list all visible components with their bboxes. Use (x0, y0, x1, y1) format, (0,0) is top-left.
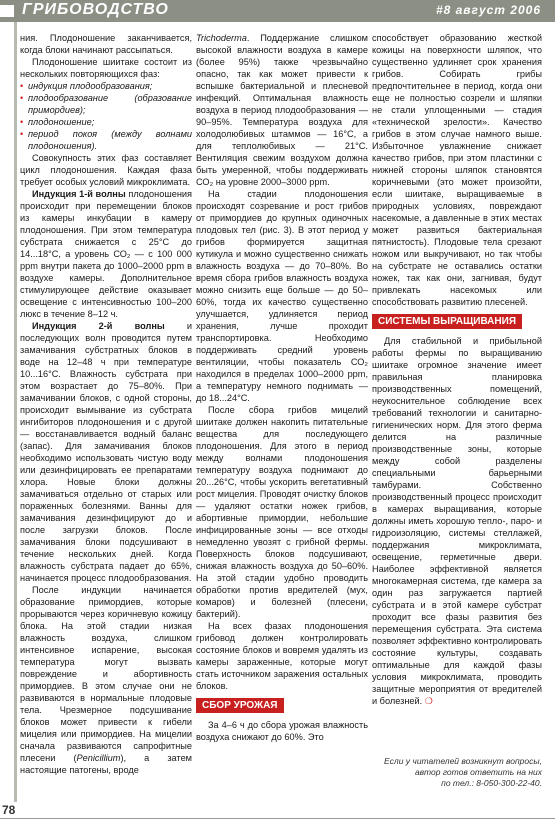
note-line: по тел.: 8-050-300-22-40. (441, 778, 542, 788)
paragraph (20, 320, 192, 584)
list-item: • индукция плодообразования; (20, 80, 192, 92)
column-3 (372, 32, 542, 707)
paragraph-text: и последующих волн проводится путем замачивания субстратных блоков в воде на 12–48 ч при температуре 10...16°С. Влажность субстрата при этом возрастает до 75–80%. При замачивании блоков, с одной стороны, происходит вымывание из субстрата ингибиторов плодоношения и с другой — восстанавливается водный баланс (запас). Для замачивания блоков необходимо использовать чистую воду или дезинфицировать ее препаратами хлора. Новые блоки должны замачиваться отдельно от старых или пораженных болезнями. Ванны для замачивания дезинфицируют до и после загрузки блоков. После замачивания блоки подсушивают в течение нескольких дней. Когда влажность субстрата падает до 65%, начинается процесс плодообразования. (20, 321, 192, 583)
subheading-systems: СИСТЕМЫ ВЫРАЩИВАНИЯ (372, 314, 522, 329)
bold-term: Индукция 1-й волны (32, 189, 126, 199)
paragraph: способствует образованию жесткой кожицы на поверхности шляпок, что существенно удлиняет срок хранения грибов. Собирать грибы предпочтительнее в период, когда они еще не полностью созрели и шляпки не стали уплощенными — стадия «технической зрелости». Качество грибов в этом случае намного выше. Избыточное увлажнение снижает качество грибов, при этом пластинки с нижней стороны шляпок становятся коричневыми (это может произойти, если шиитаке, выращиваемые в природных условиях, повреждают насекомые, а давленные в этих местах может развиться бактериальная пятнистость). Плодовые тела срезают ножом или выкручивают, но так чтобы на субстрате не оставались остатки ножек, так как они, загнивая, будут привлекать насекомых или способствовать развитию плесеней. (372, 33, 542, 307)
note-line: автор готов ответить на них (414, 767, 542, 777)
page-header (0, 0, 555, 22)
end-mark-icon: ❍ (424, 696, 434, 706)
header-marker (0, 5, 14, 17)
issue-label: #8 август 2006 (435, 3, 541, 17)
note-line: Если у читателей возникнут вопросы, (384, 756, 542, 766)
paragraph (196, 32, 368, 188)
paragraph (20, 584, 192, 776)
paragraph (20, 188, 192, 320)
latin-name: Trichoderma (196, 33, 247, 43)
paragraph-text: Для стабильной и прибыльной работы фермы по выращиванию шиитаке огромное значение имеет правильная планировка производственных помещений, неукоснительное соблюдение всех требований технологии и санитарно-гигиенических норм. Для этого ферма делится на различные производственные зоны, которые между собой разделены специальными барьерными тамбурами. Собственно производственный процесс происходит в камерах выращивания, которые должны иметь хорошую тепло-, паро- и гидроизоляцию, системы стеллажей, поддержания микроклимата, освещение, герметичные двери. Наиболее эффективной является многокамерная система, где камера за один раз загружается партией субстрата и в этой камере субстрат проходит все фазы развития без перемещения субстрата. Эта система позволяет эффективно контролировать состояние культуры, создавать оптимальные для каждой фазы условия микроклимата, проводить защитные мероприятия от вредителей и болезней. (372, 336, 542, 706)
list-item: • плодоношение; (20, 116, 192, 128)
paragraph-text: После индукции начинается образование примордиев, которые прорываются через коричневую кожицу блока. На этой стадии низкая влажность воздуха, слишком интенсивное испарение, высокая температура могут вызвать повреждение и абортивность примордиев. В этом случае они не развиваются в нормальные плодовые тела. Чрезмерное подсушивание блоков может привести к гибели мицелия или примордиев. На мицелии сначала развиваются сапрофитные плесени ( (20, 585, 192, 763)
paragraph (372, 335, 542, 707)
column-1 (20, 32, 192, 776)
bold-term: Индукция 2-й волны (32, 321, 165, 331)
paragraph: На стадии плодоношения происходят созревание и рост грибов от примордиев до крупных одиночных плодовых тел (рис. 3). В этот период у грибов формируется защитная кутикула и можно существенно снижать влажность воздуха — до 70–80%. Во время сбора грибов влажность воздуха можно снизить еще больше — до 50–60%, тогда их качество существенно улучшается, удлиняется период хранения, лучше проходит транспортировка. Необходимо поддерживать средний уровень вентиляции, чтобы показатель СО₂ находился в пределах 1000–2000 ppm, а температуру немного поднимать — до 18...24°С. (196, 189, 368, 403)
column-2 (196, 32, 368, 743)
list-item: • плодообразование (образование примордиев); (20, 92, 192, 116)
subheading-harvest: СБОР УРОЖАЯ (196, 698, 284, 713)
paragraph: ния. Плодоношение заканчивается, когда блоки начинают рассыпаться. (20, 33, 192, 55)
paragraph: Плодоношение шиитаке состоит из нескольких повторяющихся фаз: (20, 57, 192, 79)
paragraph: За 4–6 ч до сбора урожая влажность воздуха снижают до 60%. Это (196, 720, 368, 742)
paragraph: Совокупность этих фаз составляет цикл плодоношения. Каждая фаза требует особых условий микроклимата. (20, 153, 192, 187)
author-note (372, 756, 542, 789)
paragraph: На всех фазах плодоношения грибовод должен контролировать состояние блоков и вовремя удалять из камеры зараженные, которые могут стать источником заражения остальных блоков. (196, 621, 368, 691)
paragraph-text: плодоношения происходит при перемещении блоков из камеры инкубации в камеру плодоношения. При этом температура субстрата снижается с 25°С до 14...18°С, а уровень СО₂ — с 100 000 ppm внутри пакета до 1000–2000 ppm в воздухе камеры. Дополнительное стимулирующее действие оказывает освещение с интенсивностью 100–200 люкс в течение 8–12 ч. (20, 189, 193, 319)
left-border-line (14, 22, 17, 802)
latin-name: Penicillium (76, 753, 121, 763)
section-title: ГРИБОВОДСТВО (22, 1, 169, 18)
paragraph-text: . Поддержание слишком высокой влажности воздуха в камере (более 95%) также чрезвычайно опасно, так как может привести к вспышке бактериальной и плесневой инфекций. Оптимальная влажность воздуха в период плодообразования — 90–95%. Температура воздуха для холодолюбивых штаммов — 16°С, а для теплолюбивых — 21°С. Вентиляция свежим воздухом должна быть умеренной, чтобы поддерживать СО₂ на уровне 2000–3000 ppm. (196, 33, 368, 187)
paragraph: После сбора грибов мицелий шиитаке должен накопить питательные вещества для последующего плодоношения. Для этого в период между волнами плодоношения температуру воздуха поднимают до 20...26°С, чтобы ускорить вегетативный рост мицелия. Проводят очистку блоков — удаляют остатки ножек грибов, абортивные примордии, небольшие инфицированные зоны — все отходы немедленно увозят с грибной фермы. Поверхность блоков подсушивают, снижая влажность воздуха до 50–60%. На этой стадии удобно проводить обработки против вредителей (мух, комаров) и болезней (плесени, бактерий). (196, 405, 368, 619)
page-number: 78 (2, 803, 16, 817)
paragraph-text: ), а затем настоящие патогены, вроде (20, 753, 192, 775)
list-item: • период покоя (между волнами плодоношения). (20, 128, 192, 152)
phase-list (20, 80, 192, 152)
